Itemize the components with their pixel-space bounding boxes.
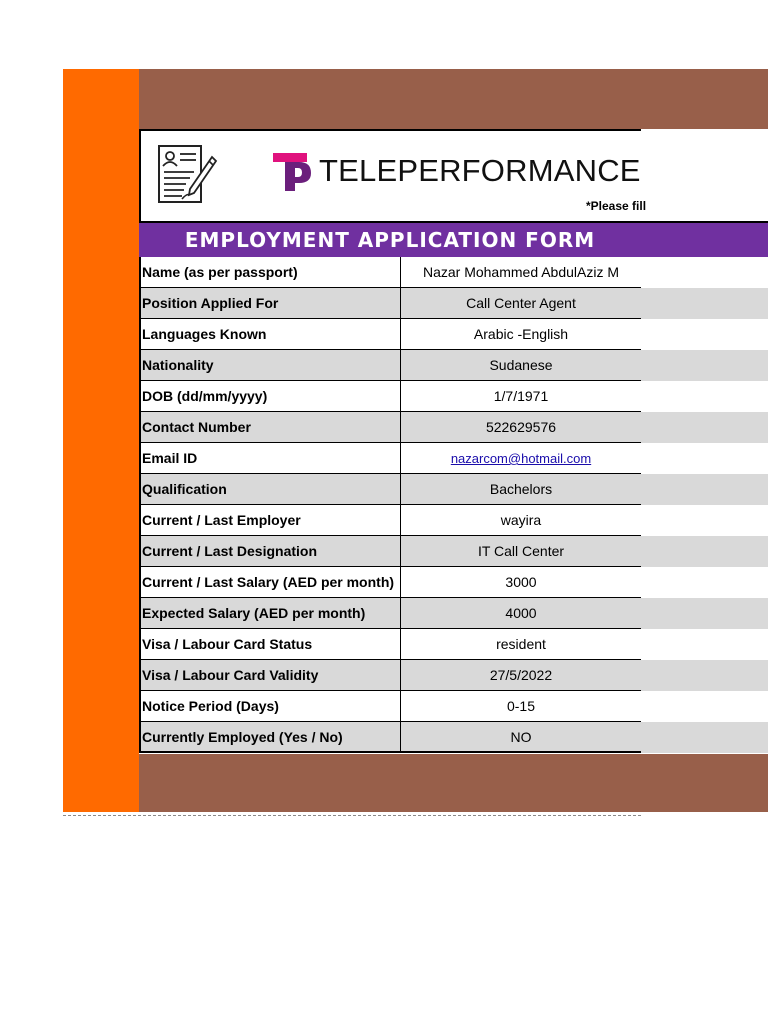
field-row-currently-employed <box>139 722 768 753</box>
field-label: Name (as per passport) <box>139 257 401 288</box>
field-label: Expected Salary (AED per month) <box>139 598 401 629</box>
field-value-current-salary[interactable]: 3000 <box>401 567 641 598</box>
field-row-employer <box>139 505 768 536</box>
fill-instruction-note: *Please fill <box>586 199 647 213</box>
field-label: Visa / Labour Card Validity <box>139 660 401 691</box>
header-right-area <box>641 129 768 221</box>
field-row-email <box>139 443 768 474</box>
field-value-qualification[interactable]: Bachelors <box>401 474 641 505</box>
field-row-visa-status <box>139 629 768 660</box>
field-label: Languages Known <box>139 319 401 350</box>
form-title: EMPLOYMENT APPLICATION FORM <box>184 228 596 252</box>
field-label: Qualification <box>139 474 401 505</box>
field-value-name[interactable]: Nazar Mohammed AbdulAziz M <box>401 257 641 288</box>
field-label: Position Applied For <box>139 288 401 319</box>
field-row-visa-validity <box>139 660 768 691</box>
email-link[interactable]: nazarcom@hotmail.com <box>450 451 592 466</box>
field-value-designation[interactable]: IT Call Center <box>401 536 641 567</box>
field-label: Contact Number <box>139 412 401 443</box>
field-value-position[interactable]: Call Center Agent <box>401 288 641 319</box>
field-label: Email ID <box>139 443 401 474</box>
orange-side-band <box>63 69 139 812</box>
bottom-band <box>139 754 768 812</box>
field-value-employer[interactable]: wayira <box>401 505 641 536</box>
field-label: Current / Last Employer <box>139 505 401 536</box>
field-value-visa-status[interactable]: resident <box>401 629 641 660</box>
field-row-expected-salary <box>139 598 768 629</box>
application-document-icon <box>156 143 220 207</box>
field-value-currently-employed[interactable]: NO <box>401 722 641 753</box>
field-value-nationality[interactable]: Sudanese <box>401 350 641 381</box>
field-row-dob <box>139 381 768 412</box>
field-label: Currently Employed (Yes / No) <box>139 722 401 753</box>
field-label: Current / Last Salary (AED per month) <box>139 567 401 598</box>
page-break-line <box>63 815 641 816</box>
field-row-contact <box>139 412 768 443</box>
field-row-notice-period <box>139 691 768 722</box>
field-row-name <box>139 257 768 288</box>
field-row-current-salary <box>139 567 768 598</box>
top-band <box>139 69 768 129</box>
form-header <box>139 129 647 221</box>
field-row-position <box>139 288 768 319</box>
form-title-bar <box>139 221 768 257</box>
field-value-email <box>401 443 641 474</box>
company-name: TELEPERFORMANCE <box>319 153 641 188</box>
field-label: Nationality <box>139 350 401 381</box>
field-row-designation <box>139 536 768 567</box>
field-value-expected-salary[interactable]: 4000 <box>401 598 641 629</box>
field-label: Notice Period (Days) <box>139 691 401 722</box>
teleperformance-logo-icon <box>271 151 311 193</box>
field-row-nationality <box>139 350 768 381</box>
field-row-qualification <box>139 474 768 505</box>
field-row-languages <box>139 319 768 350</box>
field-value-contact[interactable]: 522629576 <box>401 412 641 443</box>
field-value-visa-validity[interactable]: 27/5/2022 <box>401 660 641 691</box>
field-label: DOB (dd/mm/yyyy) <box>139 381 401 412</box>
field-value-dob[interactable]: 1/7/1971 <box>401 381 641 412</box>
field-value-languages[interactable]: Arabic -English <box>401 319 641 350</box>
field-label: Visa / Labour Card Status <box>139 629 401 660</box>
field-value-notice-period[interactable]: 0-15 <box>401 691 641 722</box>
application-fields-table <box>139 257 768 753</box>
field-label: Current / Last Designation <box>139 536 401 567</box>
